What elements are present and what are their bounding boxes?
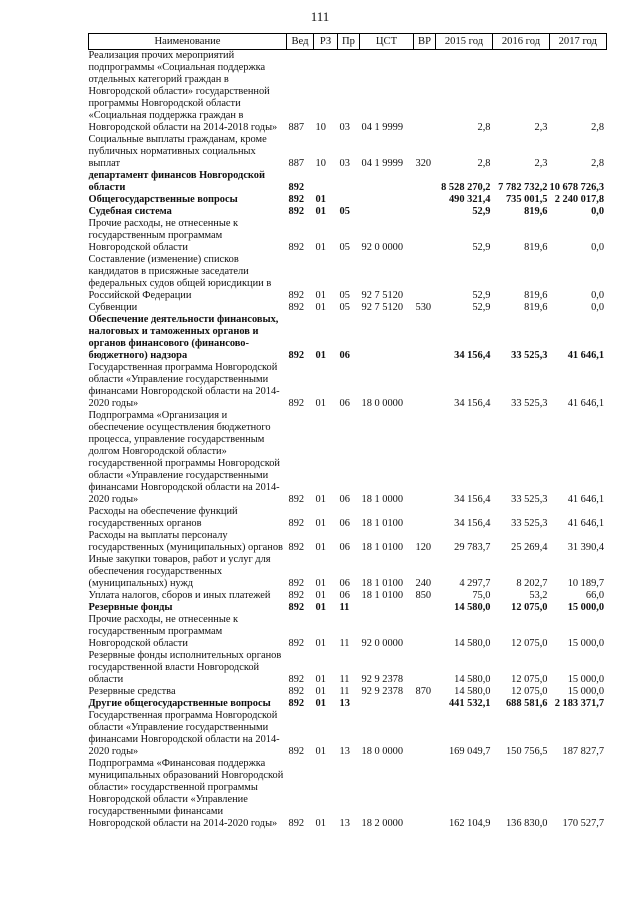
row-rz xyxy=(314,170,338,194)
row-vr xyxy=(414,206,436,218)
row-ved: 892 xyxy=(288,398,305,409)
row-rz: 01 xyxy=(315,746,326,757)
budget-table xyxy=(88,33,607,830)
header-rz: РЗ xyxy=(314,34,338,50)
row-value-2015: 34 156,4 xyxy=(454,350,491,361)
table-row xyxy=(89,314,607,362)
table-header-row xyxy=(89,34,607,50)
row-value-2015: 14 580,0 xyxy=(454,602,491,613)
row-value-2017: 15 000,0 xyxy=(567,638,605,649)
row-name: Общегосударственные вопросы xyxy=(88,194,238,205)
row-vr xyxy=(414,50,436,135)
row-name: Прочие расходы, не отнесенные к государственным программам Новгородской области xyxy=(88,614,239,649)
row-cst: 18 0 0000 xyxy=(361,398,404,409)
row-vr: 240 xyxy=(415,578,432,589)
table-row xyxy=(89,302,607,314)
row-pr xyxy=(338,170,360,194)
row-vr xyxy=(414,254,436,302)
row-ved: 892 xyxy=(288,698,305,709)
row-value-2016: 53,2 xyxy=(529,590,548,601)
row-vr xyxy=(414,698,436,710)
row-value-2017: 41 646,1 xyxy=(567,398,605,409)
row-cst xyxy=(360,602,414,614)
row-vr xyxy=(414,194,436,206)
row-ved: 892 xyxy=(288,542,305,553)
row-name: Судебная система xyxy=(88,206,172,217)
row-value-2016: 33 525,3 xyxy=(511,494,548,505)
row-pr: 13 xyxy=(339,698,350,709)
table-row xyxy=(89,254,607,302)
row-ved: 887 xyxy=(288,122,305,133)
row-ved: 892 xyxy=(288,194,305,205)
row-pr: 06 xyxy=(339,518,350,529)
row-rz: 01 xyxy=(315,674,326,685)
row-value-2017: 2 183 371,7 xyxy=(554,698,605,709)
row-value-2017: 0,0 xyxy=(591,242,605,253)
row-name: Подпрограмма «Финансовая поддержка муниципальных образований Новгородской области» государственной программы Новгородской области «Управление государственными финансами Новгородской области на 2014-2020 годы» xyxy=(88,758,284,829)
row-ved: 892 xyxy=(288,746,305,757)
row-vr xyxy=(414,614,436,650)
row-ved: 892 xyxy=(288,518,305,529)
row-pr xyxy=(338,194,360,206)
header-name: Наименование xyxy=(89,34,287,50)
row-vr: 530 xyxy=(415,302,432,313)
row-name: Резервные средства xyxy=(88,686,176,697)
row-vr xyxy=(414,506,436,530)
row-cst xyxy=(360,170,414,194)
row-rz: 01 xyxy=(315,398,326,409)
row-vr xyxy=(414,218,436,254)
row-ved: 892 xyxy=(288,602,305,613)
row-vr xyxy=(414,314,436,362)
row-value-2015: 2,8 xyxy=(477,158,491,169)
row-name: Резервные фонды xyxy=(88,602,173,613)
row-rz: 01 xyxy=(315,590,326,601)
table-row xyxy=(89,362,607,410)
row-name: Реализация прочих мероприятий подпрограммы «Социальная поддержка отдельных категорий граждан в Новгородской области» государственной программы Новгородской области «Социальная поддержка граждан в Новгородской области на 2014-2018 годы» xyxy=(88,50,278,133)
row-ved: 892 xyxy=(288,494,305,505)
row-pr: 11 xyxy=(339,602,350,613)
row-value-2017: 15 000,0 xyxy=(567,602,605,613)
row-value-2016: 33 525,3 xyxy=(511,350,548,361)
row-name: департамент финансов Новгородской области xyxy=(88,170,265,193)
row-name: Уплата налогов, сборов и иных платежей xyxy=(88,590,271,601)
row-value-2017: 0,0 xyxy=(591,302,605,313)
row-value-2015: 52,9 xyxy=(472,242,491,253)
header-ved: Вед xyxy=(287,34,314,50)
row-cst: 18 1 0100 xyxy=(361,578,404,589)
row-value-2015: 34 156,4 xyxy=(454,398,491,409)
row-pr: 13 xyxy=(339,818,350,829)
row-rz: 01 xyxy=(315,518,326,529)
table-row xyxy=(89,650,607,686)
row-rz: 10 xyxy=(315,158,326,169)
row-vr xyxy=(414,170,436,194)
row-cst: 92 7 5120 xyxy=(361,302,404,313)
row-value-2016: 735 001,5 xyxy=(505,194,548,205)
row-cst: 18 2 0000 xyxy=(361,818,404,829)
table-row xyxy=(89,686,607,698)
row-ved: 892 xyxy=(288,290,305,301)
row-vr: 850 xyxy=(415,590,432,601)
row-value-2015: 34 156,4 xyxy=(454,494,491,505)
row-rz: 01 xyxy=(315,206,326,217)
row-value-2016: 12 075,0 xyxy=(511,674,548,685)
row-value-2015: 52,9 xyxy=(472,206,491,217)
row-name: Составление (изменение) списков кандидатов в присяжные заседатели федеральных судов общей юрисдикции в Российской Федерации xyxy=(88,254,272,301)
row-vr xyxy=(414,362,436,410)
header-cst: ЦСТ xyxy=(360,34,414,50)
row-cst xyxy=(360,194,414,206)
header-vr: ВР xyxy=(414,34,436,50)
row-pr: 11 xyxy=(339,674,350,685)
table-row xyxy=(89,530,607,554)
row-ved: 892 xyxy=(288,638,305,649)
row-cst: 92 0 0000 xyxy=(361,242,404,253)
row-value-2016: 33 525,3 xyxy=(511,518,548,529)
row-name: Расходы на обеспечение функций государственных органов xyxy=(88,506,238,529)
row-value-2015: 14 580,0 xyxy=(454,686,491,697)
row-value-2017: 2,8 xyxy=(591,158,605,169)
table-row xyxy=(89,698,607,710)
row-value-2016: 33 525,3 xyxy=(511,398,548,409)
row-ved: 892 xyxy=(288,182,305,193)
header-2015: 2015 год xyxy=(436,34,493,50)
table-row xyxy=(89,602,607,614)
row-name: Резервные фонды исполнительных органов государственной власти Новгородской области xyxy=(88,650,282,685)
row-value-2015: 8 528 270,2 xyxy=(441,182,491,193)
row-rz: 01 xyxy=(315,686,326,697)
row-rz: 10 xyxy=(315,122,326,133)
row-vr xyxy=(414,602,436,614)
row-rz: 01 xyxy=(315,818,326,829)
row-rz: 01 xyxy=(315,194,326,205)
table-row xyxy=(89,554,607,590)
row-value-2016: 136 830,0 xyxy=(505,818,548,829)
row-rz: 01 xyxy=(315,350,326,361)
row-cst: 92 9 2378 xyxy=(361,686,404,697)
row-value-2017: 0,0 xyxy=(591,290,605,301)
row-name: Государственная программа Новгородской области «Управление государственными финансами Новгородской области на 2014-2020 годы» xyxy=(88,710,280,757)
row-value-2017: 10 678 726,3 xyxy=(549,182,605,193)
row-vr: 320 xyxy=(415,158,432,169)
row-rz: 01 xyxy=(315,302,326,313)
row-value-2016: 12 075,0 xyxy=(511,638,548,649)
row-pr: 06 xyxy=(339,590,350,601)
row-value-2017: 31 390,4 xyxy=(567,542,605,553)
row-ved: 892 xyxy=(288,350,305,361)
row-pr: 06 xyxy=(339,398,350,409)
row-rz: 01 xyxy=(315,494,326,505)
row-name: Обеспечение деятельности финансовых, налоговых и таможенных органов и органов финансового (финансово-бюджетного) надзора xyxy=(88,314,279,361)
row-value-2015: 14 580,0 xyxy=(454,674,491,685)
row-pr: 06 xyxy=(339,350,350,361)
row-rz: 01 xyxy=(315,542,326,553)
row-vr xyxy=(414,758,436,830)
row-value-2015: 441 532,1 xyxy=(448,698,491,709)
row-vr: 870 xyxy=(415,686,432,697)
row-value-2015: 2,8 xyxy=(477,122,491,133)
row-value-2015: 490 321,4 xyxy=(448,194,491,205)
row-ved: 892 xyxy=(288,686,305,697)
row-rz: 01 xyxy=(315,638,326,649)
row-ved: 887 xyxy=(288,158,305,169)
row-value-2016: 2,3 xyxy=(534,158,548,169)
row-value-2016: 7 782 732,2 xyxy=(498,182,548,193)
row-ved: 892 xyxy=(288,206,305,217)
row-value-2017: 41 646,1 xyxy=(567,350,605,361)
row-ved: 892 xyxy=(288,578,305,589)
row-value-2016: 688 581,6 xyxy=(505,698,548,709)
row-value-2016: 819,6 xyxy=(524,302,548,313)
table-row xyxy=(89,590,607,602)
row-pr: 05 xyxy=(339,242,350,253)
row-value-2017: 15 000,0 xyxy=(567,686,605,697)
row-value-2017: 41 646,1 xyxy=(567,518,605,529)
header-2017: 2017 год xyxy=(550,34,607,50)
row-name: Расходы на выплаты персоналу государственных (муниципальных) органов xyxy=(88,530,283,553)
row-value-2017: 2,8 xyxy=(591,122,605,133)
row-cst: 92 7 5120 xyxy=(361,290,404,301)
row-cst: 18 0 0000 xyxy=(361,746,404,757)
row-cst: 04 1 9999 xyxy=(361,122,404,133)
table-row xyxy=(89,218,607,254)
row-rz: 01 xyxy=(315,578,326,589)
row-rz: 01 xyxy=(315,290,326,301)
row-value-2016: 12 075,0 xyxy=(511,602,548,613)
table-row xyxy=(89,170,607,194)
row-value-2015: 14 580,0 xyxy=(454,638,491,649)
row-value-2017: 0,0 xyxy=(591,206,605,217)
row-ved: 892 xyxy=(288,242,305,253)
row-cst: 92 9 2378 xyxy=(361,674,404,685)
row-value-2015: 169 049,7 xyxy=(448,746,491,757)
row-value-2015: 75,0 xyxy=(472,590,491,601)
row-name: Государственная программа Новгородской области «Управление государственными финансами Новгородской области на 2014-2020 годы» xyxy=(88,362,280,409)
row-name: Подпрограмма «Организация и обеспечение осуществления бюджетного процесса, управление государственным долгом Новгородской области» государственной программы Новгородской области «Управление государственными финансами Новгородской области на 2014-2020 годы» xyxy=(88,410,280,505)
row-value-2016: 819,6 xyxy=(524,290,548,301)
table-row xyxy=(89,194,607,206)
header-2016: 2016 год xyxy=(493,34,550,50)
row-cst: 18 1 0100 xyxy=(361,590,404,601)
row-pr: 05 xyxy=(339,290,350,301)
row-cst: 18 1 0100 xyxy=(361,518,404,529)
row-value-2017: 187 827,7 xyxy=(562,746,605,757)
row-value-2016: 2,3 xyxy=(534,122,548,133)
row-pr: 03 xyxy=(339,158,350,169)
row-pr: 11 xyxy=(339,638,350,649)
row-value-2016: 25 269,4 xyxy=(511,542,548,553)
row-pr: 06 xyxy=(339,578,350,589)
table-row xyxy=(89,134,607,170)
row-cst xyxy=(360,314,414,362)
row-pr: 06 xyxy=(339,494,350,505)
row-value-2015: 29 783,7 xyxy=(454,542,491,553)
row-rz: 01 xyxy=(315,698,326,709)
row-value-2015: 52,9 xyxy=(472,290,491,301)
row-name: Иные закупки товаров, работ и услуг для обеспечения государственных (муниципальных) нужд xyxy=(88,554,271,589)
row-cst: 04 1 9999 xyxy=(361,158,404,169)
row-cst xyxy=(360,698,414,710)
row-value-2017: 2 240 017,8 xyxy=(554,194,605,205)
row-value-2017: 15 000,0 xyxy=(567,674,605,685)
row-value-2016: 819,6 xyxy=(524,242,548,253)
row-value-2016: 819,6 xyxy=(524,206,548,217)
page-number: 111 xyxy=(310,9,330,24)
row-value-2015: 162 104,9 xyxy=(448,818,491,829)
row-rz: 01 xyxy=(315,602,326,613)
row-pr: 03 xyxy=(339,122,350,133)
table-row xyxy=(89,614,607,650)
row-value-2016: 150 756,5 xyxy=(505,746,548,757)
row-value-2016: 8 202,7 xyxy=(516,578,548,589)
row-cst xyxy=(360,206,414,218)
row-value-2017: 170 527,7 xyxy=(562,818,605,829)
row-value-2017: 10 189,7 xyxy=(567,578,605,589)
row-cst: 18 1 0100 xyxy=(361,542,404,553)
row-pr: 13 xyxy=(339,746,350,757)
header-pr: Пр xyxy=(338,34,360,50)
row-name: Субвенции xyxy=(88,302,138,313)
row-ved: 892 xyxy=(288,818,305,829)
row-value-2017: 66,0 xyxy=(585,590,605,601)
row-ved: 892 xyxy=(288,674,305,685)
row-vr xyxy=(414,410,436,506)
table-row xyxy=(89,410,607,506)
table-row xyxy=(89,758,607,830)
row-ved: 892 xyxy=(288,590,305,601)
row-cst: 92 0 0000 xyxy=(361,638,404,649)
table-body xyxy=(89,50,607,831)
table-row xyxy=(89,710,607,758)
row-name: Социальные выплаты гражданам, кроме публичных нормативных социальных выплат xyxy=(88,134,267,169)
row-value-2016: 12 075,0 xyxy=(511,686,548,697)
row-cst: 18 1 0000 xyxy=(361,494,404,505)
table-row xyxy=(89,50,607,135)
row-value-2017: 41 646,1 xyxy=(567,494,605,505)
row-pr: 05 xyxy=(339,302,350,313)
row-value-2015: 34 156,4 xyxy=(454,518,491,529)
row-rz: 01 xyxy=(315,242,326,253)
row-value-2015: 4 297,7 xyxy=(459,578,491,589)
row-vr xyxy=(414,710,436,758)
row-name: Прочие расходы, не отнесенные к государственным программам Новгородской области xyxy=(88,218,239,253)
row-pr: 11 xyxy=(339,686,350,697)
row-pr: 05 xyxy=(339,206,350,217)
row-name: Другие общегосударственные вопросы xyxy=(88,698,271,709)
table-row xyxy=(89,506,607,530)
row-pr: 06 xyxy=(339,542,350,553)
row-vr xyxy=(414,650,436,686)
row-vr: 120 xyxy=(415,542,432,553)
row-ved: 892 xyxy=(288,302,305,313)
row-value-2015: 52,9 xyxy=(472,302,491,313)
table-row xyxy=(89,206,607,218)
